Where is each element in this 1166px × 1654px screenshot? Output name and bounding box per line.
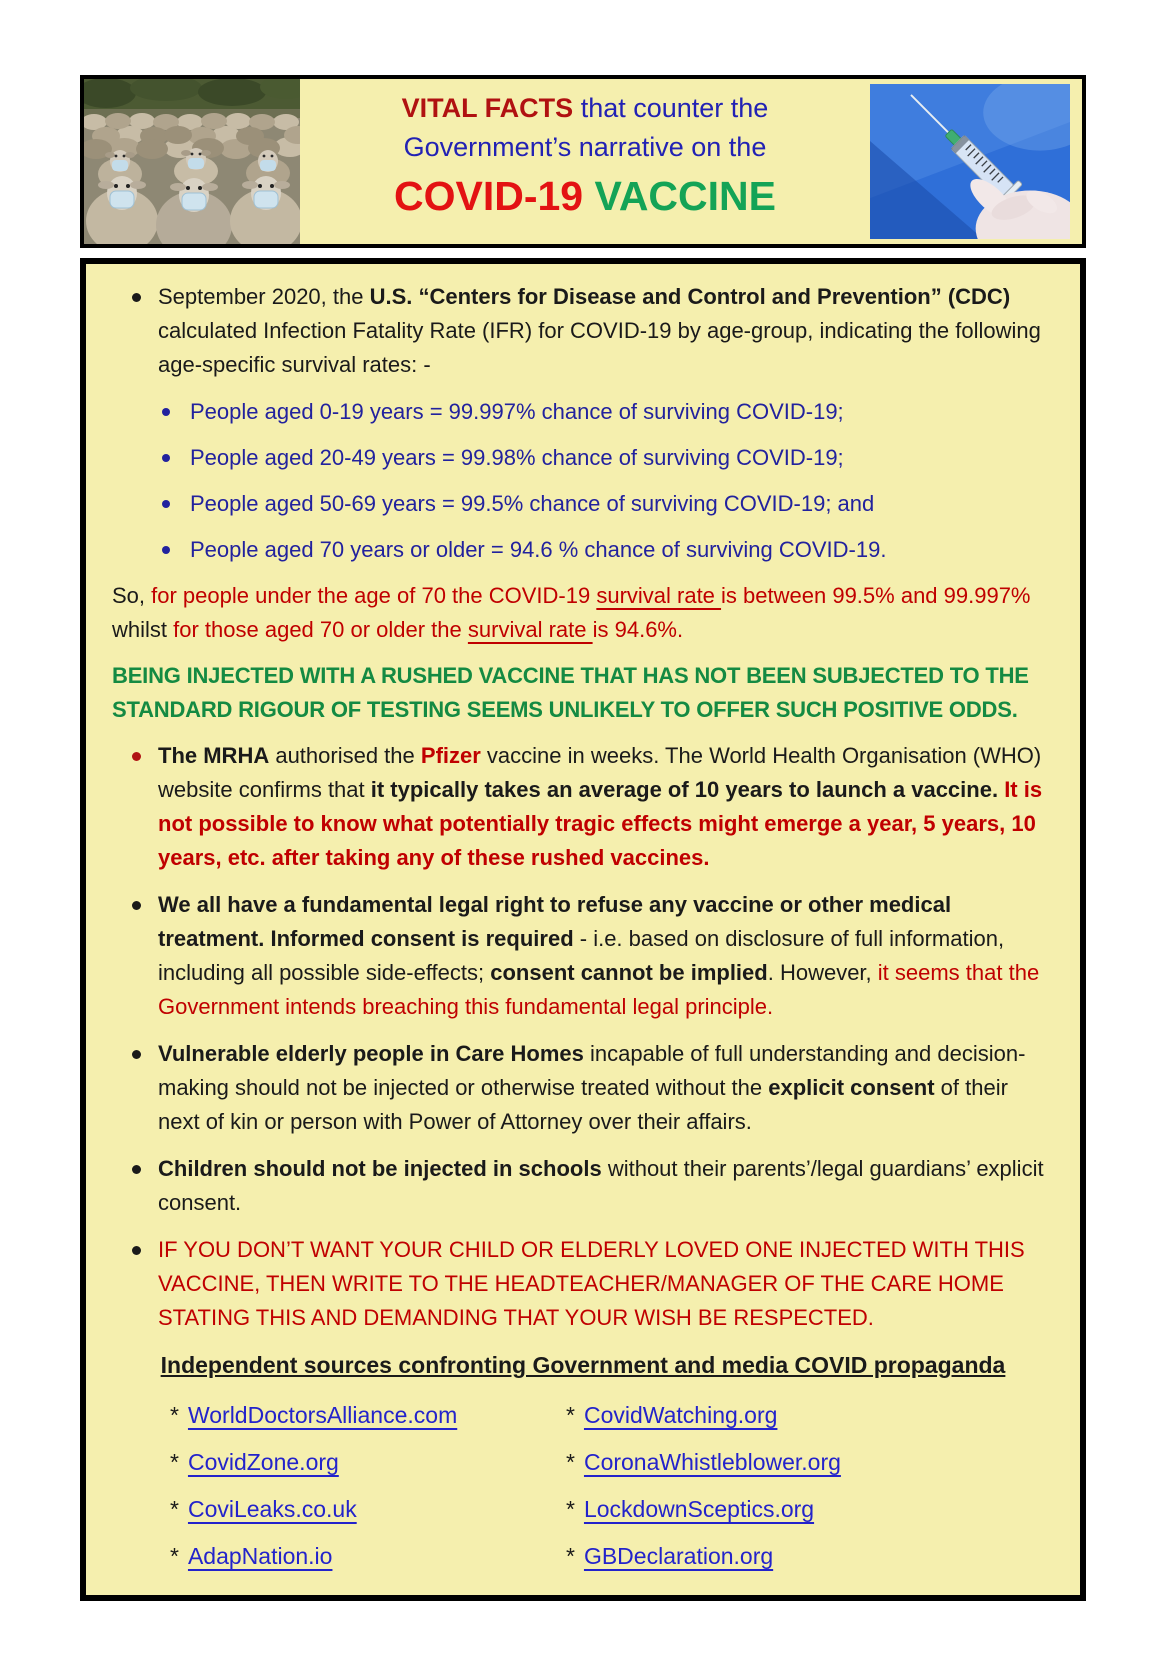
asterisk-marker: * [170, 1449, 179, 1475]
text-segment: . However, [767, 960, 878, 985]
bullet-call-to-action [112, 1233, 1054, 1335]
text-segment: of their next of kin or person with Power of Attorney over their affairs. [158, 1075, 1008, 1134]
header-title-line2 [300, 128, 870, 167]
sources-link-grid [112, 1398, 1054, 1586]
list-item [566, 1445, 1054, 1479]
syringe-illustration [870, 84, 1070, 239]
para-rushed-vaccine-claim: BEING INJECTED WITH A RUSHED VACCINE THAT HAS NOT BEEN SUBJECTED TO THE STANDARD RIGOUR OF TESTING SEEMS UNLIKELY TO OFFER SUCH POSITIVE ODDS. [112, 663, 1029, 722]
asterisk-marker: * [566, 1402, 575, 1428]
asterisk-marker: * [170, 1543, 179, 1569]
asterisk-marker: * [566, 1496, 575, 1522]
text-segment: it seems that the Government intends breaching this fundamental legal principle. [158, 960, 1040, 1019]
text-segment: U.S. “Centers for Disease and Control and Prevention” (CDC) [369, 284, 1011, 309]
list-item [566, 1492, 1054, 1526]
survival-rate-item-70-plus: People aged 70 years or older = 94.6 % chance of surviving COVID-19. [112, 533, 1054, 567]
text-segment: survival rate [596, 583, 722, 608]
bullet-cdc-ifr [112, 280, 1054, 382]
link-adapnation[interactable]: AdapNation.io [187, 1543, 333, 1569]
text-segment: We all have a fundamental legal right to refuse any vaccine or other medical treatment. Informed consent is required [158, 892, 952, 951]
text-segment: Vulnerable elderly people in Care Homes [158, 1041, 584, 1066]
text-segment: September 2020, the [158, 284, 370, 309]
survival-rate-item-0-19: People aged 0-19 years = 99.997% chance of surviving COVID-19; [112, 395, 1054, 429]
masked-sheep-flock-image [84, 79, 300, 244]
bullet-mrha-pfizer [112, 739, 1054, 875]
text-segment: It is not possible to know what potentially tragic effects might emerge a year, 5 years, 10 years, etc. after taking any of these rushed vaccines. [158, 777, 1043, 870]
survival-rate-item-50-69: People aged 50-69 years = 99.5% chance of surviving COVID-19; and [112, 487, 1054, 521]
text-segment: authorised the [269, 743, 421, 768]
asterisk-marker: * [170, 1496, 179, 1522]
main-bullet-list [112, 739, 1054, 1335]
survival-rate-item-20-49: People aged 20-49 years = 99.98% chance of surviving COVID-19; [112, 441, 1054, 475]
para-survival-summary [112, 579, 1054, 647]
sources-heading: Independent sources confronting Government and media COVID propaganda [160, 1352, 1006, 1378]
header-banner [80, 75, 1086, 248]
list-item [566, 1539, 1054, 1573]
text-segment: calculated Infection Fatality Rate (IFR) for COVID-19 by age-group, indicating the following age-specific survival rates: - [158, 318, 1041, 377]
bullet-children-schools [112, 1152, 1054, 1220]
link-covidwatching[interactable]: CovidWatching.org [583, 1402, 778, 1428]
asterisk-marker: * [170, 1402, 179, 1428]
text-segment: VITAL FACTS [401, 93, 574, 123]
text-segment: So, [112, 583, 152, 608]
text-segment: that counter the [573, 93, 769, 123]
text-segment [583, 173, 594, 219]
leaflet-body [80, 258, 1086, 1601]
link-gbdeclaration[interactable]: GBDeclaration.org [583, 1543, 774, 1569]
text-segment: The MRHA [158, 743, 270, 768]
text-segment: Government’s narrative on the [403, 132, 767, 162]
list-item [112, 1398, 566, 1432]
text-segment: consent cannot be implied [490, 960, 768, 985]
syringe-hand-image [870, 79, 1082, 244]
list-item [566, 1398, 1054, 1432]
bullet-legal-right-consent [112, 888, 1054, 1024]
text-segment: Children should not be injected in schools [158, 1156, 602, 1181]
list-item [112, 1539, 566, 1573]
text-segment: - i.e. based on disclosure of full information, including all possible side-effects; [158, 926, 1005, 985]
bullet-care-homes [112, 1037, 1054, 1139]
survival-rate-list [112, 395, 1054, 567]
link-worlddoctorsalliance[interactable]: WorldDoctorsAlliance.com [187, 1402, 458, 1428]
text-segment: for people under the age of 70 the COVID-19 [151, 583, 597, 608]
text-segment: survival rate [467, 617, 593, 642]
header-title-line1 [300, 89, 870, 128]
asterisk-marker: * [566, 1449, 575, 1475]
text-segment: is between 99.5% and 99.997% [721, 583, 1031, 608]
text-segment: IF YOU DON’T WANT YOUR CHILD OR ELDERLY LOVED ONE INJECTED WITH THIS VACCINE, THEN WRITE TO THE HEADTEACHER/MANAGER OF THE CARE HOME STATING THIS AND DEMANDING THAT YOUR WISH BE RESPECTED. [158, 1237, 1025, 1330]
text-segment: vaccine in weeks. The World Health Organisation (WHO) website confirms that [158, 743, 1042, 802]
header-title-block [300, 79, 870, 244]
link-covidzone[interactable]: CovidZone.org [187, 1449, 339, 1475]
link-coronawhistleblower[interactable]: CoronaWhistleblower.org [583, 1449, 841, 1475]
link-covileaks[interactable]: CoviLeaks.co.uk [187, 1496, 357, 1522]
sheep-flock-illustration [84, 79, 300, 244]
list-item [112, 1445, 566, 1479]
header-title-line3 [300, 172, 870, 220]
text-segment: is 94.6%. [592, 617, 684, 642]
top-bullet-list [112, 280, 1054, 382]
text-segment: for those aged 70 or older the [173, 617, 468, 642]
text-segment: COVID-19 [394, 173, 584, 219]
link-lockdownsceptics[interactable]: LockdownSceptics.org [583, 1496, 815, 1522]
text-segment: it typically takes an average of 10 years to launch a vaccine. [370, 777, 999, 802]
list-item [112, 1492, 566, 1526]
asterisk-marker: * [566, 1543, 575, 1569]
text-segment: explicit consent [768, 1075, 935, 1100]
text-segment: Pfizer [420, 743, 481, 768]
sources-section [112, 1348, 1054, 1586]
text-segment: without their parents’/legal guardians’ explicit consent. [158, 1156, 1044, 1215]
text-segment: incapable of full understanding and decision-making should not be injected or otherwise treated without the [158, 1041, 1026, 1100]
text-segment: whilst [112, 617, 174, 642]
text-segment: VACCINE [594, 173, 776, 219]
